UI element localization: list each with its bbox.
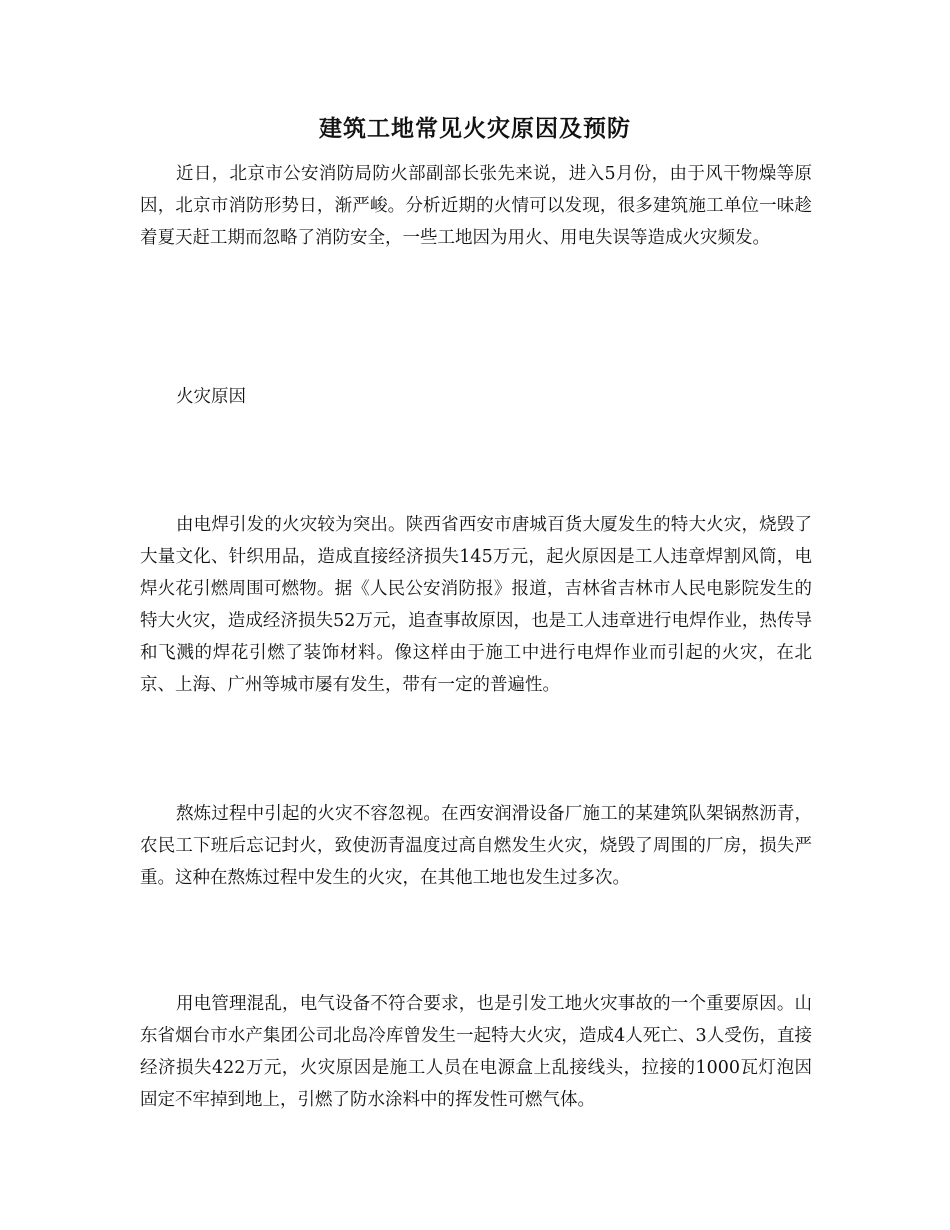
paragraph-boiling-fires: 熬炼过程中引起的火灾不容忽视。在西安润滑设备厂施工的某建筑队架锅熬沥青，农民工下班后忘记封火，致使沥青温度过高自燃发生火灾，烧毁了周围的厂房，损失严重。这种在熬炼过程中发生的火灾，在其他工地也发生过多次。 <box>140 804 812 888</box>
section-heading-fire-causes: 火灾原因 <box>176 387 246 407</box>
paragraph-electrical-fires: 用电管理混乱，电气设备不符合要求，也是引发工地火灾事故的一个重要原因。山东省烟台市水产集团公司北岛冷库曾发生一起特大火灾，造成4人死亡、3人受伤，直接经济损失422万元，火灾原因是施工人员在电源盒上乱接线头，拉接的1000瓦灯泡因固定不牢掉到地上，引燃了防水涂料中的挥发性可燃气体。 <box>140 994 812 1110</box>
paragraph-intro: 近日，北京市公安消防局防火部副部长张先来说，进入5月份，由于风干物燥等原因，北京市消防形势日，渐严峻。分析近期的火情可以发现，很多建筑施工单位一味趁着夏天赶工期而忽略了消防安全，一些工地因为用火、用电失误等造成火灾频发。 <box>140 164 812 248</box>
document-title: 建筑工地常见火灾原因及预防 <box>319 115 631 142</box>
paragraph-welding-fires: 由电焊引发的火灾较为突出。陕西省西安市唐城百货大厦发生的特大火灾，烧毁了大量文化、针织用品，造成直接经济损失145万元，起火原因是工人违章焊割风筒，电焊火花引燃周围可燃物。据《人民公安消防报》报道，吉林省吉林市人民电影院发生的特大火灾，造成经济损失52万元，追查事故原因，也是工人违章进行电焊作业，热传导和飞溅的焊花引燃了装饰材料。像这样由于施工中进行电焊作业而引起的火灾，在北京、上海、广州等城市屡有发生，带有一定的普遍性。 <box>140 515 812 695</box>
